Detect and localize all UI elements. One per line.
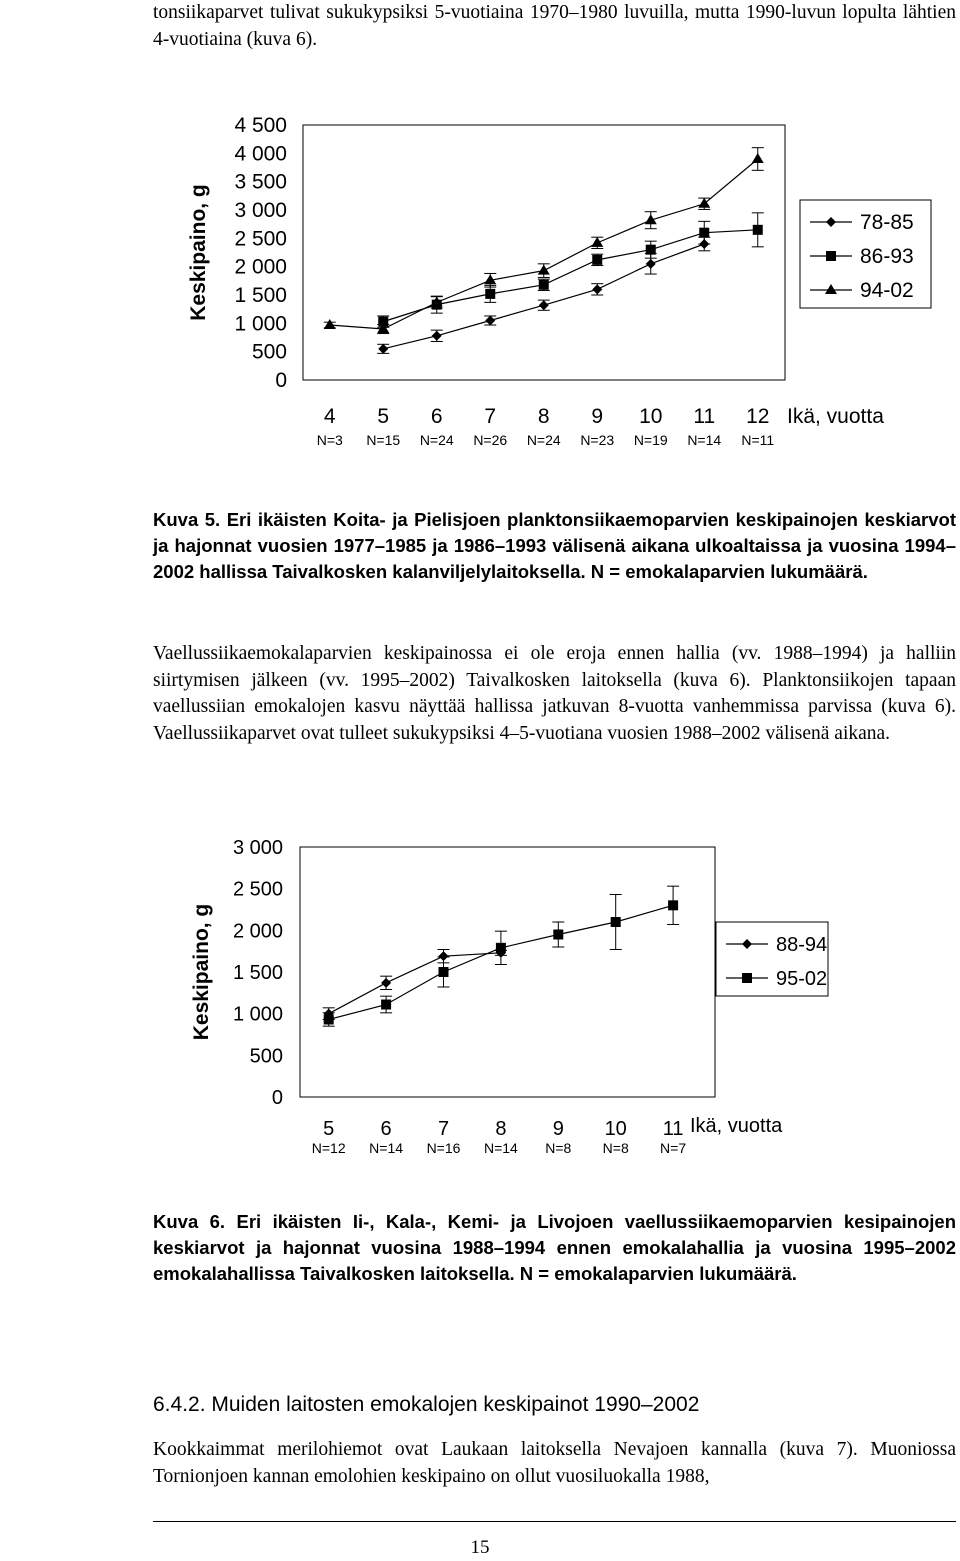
legend-label: 88-94 bbox=[776, 934, 828, 956]
figure-5-chart bbox=[0, 95, 960, 465]
x-tick-label: 9 bbox=[591, 405, 604, 428]
figure-6-caption-text: Eri ikäisten Ii-, Kala-, Kemi- ja Livojoen vaellussiikaemoparvien kesipainojen keskiarvot ja hajonnat vuosina 1988–1994 ennen emokalahallia ja vuosina 1995–2002 emokalahallissa Taivalkosken laitoksella. N = emokalaparvien lukumäärä. bbox=[153, 1211, 956, 1284]
n-label: N=23 bbox=[580, 432, 615, 448]
y-tick-label: 1 000 bbox=[232, 1003, 283, 1026]
x-tick-label: 8 bbox=[537, 405, 550, 428]
n-label: N=8 bbox=[602, 1140, 629, 1156]
y-tick-label: 1 000 bbox=[234, 312, 287, 336]
data-point-86-93 bbox=[592, 255, 602, 265]
data-point-94-02 bbox=[538, 265, 550, 275]
x-axis-title: Ikä, vuotta bbox=[690, 1115, 783, 1137]
top-paragraph-text: tonsiikaparvet tulivat sukukypsiksi 5-vuotiaina 1970–1980 luvuilla, mutta 1990-luvun lopulta lähtien 4-vuotiaina (kuva 6). bbox=[153, 2, 956, 50]
n-label: N=24 bbox=[419, 432, 454, 448]
page-number: 15 bbox=[470, 1537, 490, 1558]
y-tick-label: 2 500 bbox=[232, 878, 283, 901]
n-label: N=14 bbox=[483, 1140, 518, 1156]
figure-5-caption-label: Kuva 5. bbox=[153, 509, 221, 530]
x-tick-label: 6 bbox=[430, 405, 443, 428]
data-point-95-02 bbox=[611, 917, 621, 927]
data-point-94-02 bbox=[698, 198, 710, 208]
footer-rule bbox=[153, 1521, 956, 1522]
legend-label: 95-02 bbox=[776, 968, 828, 990]
legend-label: 86-93 bbox=[860, 245, 914, 268]
figure-6-caption bbox=[153, 1209, 956, 1287]
y-tick-label: 2 500 bbox=[234, 227, 287, 251]
top-paragraph bbox=[153, 0, 956, 53]
y-tick-label: 1 500 bbox=[234, 284, 287, 307]
x-tick-label: 12 bbox=[746, 405, 770, 428]
x-tick-label: 8 bbox=[495, 1118, 507, 1140]
data-point-78-85 bbox=[646, 259, 656, 269]
n-label: N=15 bbox=[366, 432, 401, 448]
legend-marker bbox=[826, 217, 836, 227]
n-label: N=16 bbox=[426, 1140, 461, 1156]
n-label: N=26 bbox=[473, 432, 508, 448]
data-point-95-02 bbox=[553, 930, 563, 940]
n-label: N=14 bbox=[687, 432, 722, 448]
data-point-86-93 bbox=[699, 228, 709, 238]
y-tick-label: 4 000 bbox=[234, 142, 287, 166]
data-point-78-85 bbox=[485, 316, 495, 326]
n-label: N=7 bbox=[660, 1140, 687, 1156]
legend-label: 78-85 bbox=[860, 211, 914, 234]
series-line-88-94 bbox=[329, 953, 501, 1014]
y-tick-label: 500 bbox=[249, 1045, 283, 1068]
x-tick-label: 4 bbox=[323, 405, 336, 428]
y-tick-label: 500 bbox=[251, 340, 287, 364]
x-tick-label: 6 bbox=[380, 1118, 392, 1140]
data-point-95-02 bbox=[439, 967, 449, 977]
middle-paragraph bbox=[153, 641, 956, 747]
n-label: N=24 bbox=[526, 432, 561, 448]
data-point-94-02 bbox=[324, 319, 336, 329]
y-tick-label: 2 000 bbox=[232, 920, 283, 943]
legend-label: 94-02 bbox=[860, 279, 914, 302]
x-tick-label: 10 bbox=[604, 1118, 627, 1140]
figure-6-caption-label: Kuva 6. bbox=[153, 1211, 226, 1232]
data-point-95-02 bbox=[496, 943, 506, 953]
y-tick-label: 0 bbox=[275, 369, 287, 392]
figure-5-caption-text: Eri ikäisten Koita- ja Pielisjoen planktonsiikaemoparvien keskipainojen keskiarvot ja hajonnat vuosien 1977–1985 ja 1986–1993 välisenä aikana ulkoaltaissa ja vuosina 1994–2002 hallissa Taivalkosken kalanviljelylaitoksella. N = emokalaparvien lukumäärä. bbox=[153, 509, 956, 582]
data-point-86-93 bbox=[646, 245, 656, 255]
x-tick-label: 5 bbox=[377, 405, 390, 428]
x-tick-label: 9 bbox=[552, 1118, 564, 1140]
figure-5-caption bbox=[153, 507, 956, 585]
data-point-94-02 bbox=[752, 153, 764, 163]
legend-marker bbox=[825, 284, 837, 294]
data-point-78-85 bbox=[592, 284, 602, 294]
data-point-78-85 bbox=[378, 344, 388, 354]
x-tick-label: 7 bbox=[437, 1118, 450, 1140]
y-axis-title: Keskipaino, g bbox=[187, 184, 210, 321]
n-label: N=14 bbox=[369, 1140, 404, 1156]
y-tick-label: 0 bbox=[271, 1087, 283, 1109]
y-tick-label: 1 500 bbox=[232, 962, 283, 984]
bottom-paragraph-text: Kookkaimmat merilohiemot ovat Laukaan laitoksella Nevajoen kannalla (kuva 7). Muoniossa Tornionjoen kannan emolohien keskipaino on ollut vuosiluokalla 1988, bbox=[153, 1439, 956, 1487]
plot-area bbox=[303, 125, 785, 380]
x-tick-label: 5 bbox=[323, 1118, 335, 1140]
x-tick-label: 11 bbox=[693, 405, 716, 428]
x-tick-label: 11 bbox=[662, 1118, 684, 1140]
legend-marker bbox=[826, 251, 836, 261]
data-point-94-02 bbox=[591, 237, 603, 247]
data-point-86-93 bbox=[753, 225, 763, 235]
n-label: N=11 bbox=[741, 432, 775, 448]
y-tick-label: 3 000 bbox=[232, 837, 283, 859]
y-tick-label: 3 000 bbox=[234, 199, 287, 222]
legend-marker bbox=[742, 973, 752, 983]
middle-paragraph-text: Vaellussiikaemokalaparvien keskipainossa ei ole eroja ennen hallia (vv. 1988–1994) ja halliin siirtymisen jälkeen (vv. 1995–2002) Taivalkosken laitoksella (kuva 6). Planktonsiikojen tapaan vaellussiian emokalojen kasvu näyttää hallissa jatkuvan 8-vuotta vanhemmissa parvissa (kuva 6). Vaellussiikaparvet ovat tulleet sukukypsiksi 4–5-vuotiana vuosien 1988–2002 välisenä aikana. bbox=[153, 643, 956, 744]
plot-area bbox=[300, 847, 715, 1097]
y-tick-label: 3 500 bbox=[234, 170, 287, 194]
figure-6-chart bbox=[0, 800, 960, 1175]
y-tick-label: 4 500 bbox=[234, 114, 287, 137]
data-point-88-94 bbox=[381, 978, 391, 988]
data-point-95-02 bbox=[668, 900, 678, 910]
x-tick-label: 10 bbox=[639, 405, 663, 428]
bottom-paragraph bbox=[153, 1437, 956, 1490]
x-axis-title: Ikä, vuotta bbox=[787, 405, 884, 428]
y-axis-title: Keskipaino, g bbox=[190, 903, 213, 1041]
n-label: N=12 bbox=[311, 1140, 346, 1156]
n-label: N=8 bbox=[545, 1140, 572, 1156]
data-point-86-93 bbox=[539, 280, 549, 290]
data-point-86-93 bbox=[485, 289, 495, 299]
data-point-95-02 bbox=[381, 1000, 391, 1010]
n-label: N=3 bbox=[316, 432, 343, 448]
data-point-78-85 bbox=[432, 331, 442, 341]
n-label: N=19 bbox=[633, 432, 668, 448]
data-point-95-02 bbox=[324, 1015, 334, 1025]
legend-marker bbox=[742, 939, 752, 949]
y-tick-label: 2 000 bbox=[234, 255, 287, 279]
section-heading: 6.4.2. Muiden laitosten emokalojen keskipainot 1990–2002 bbox=[153, 1393, 700, 1416]
data-point-78-85 bbox=[539, 300, 549, 310]
x-tick-label: 7 bbox=[484, 405, 497, 428]
